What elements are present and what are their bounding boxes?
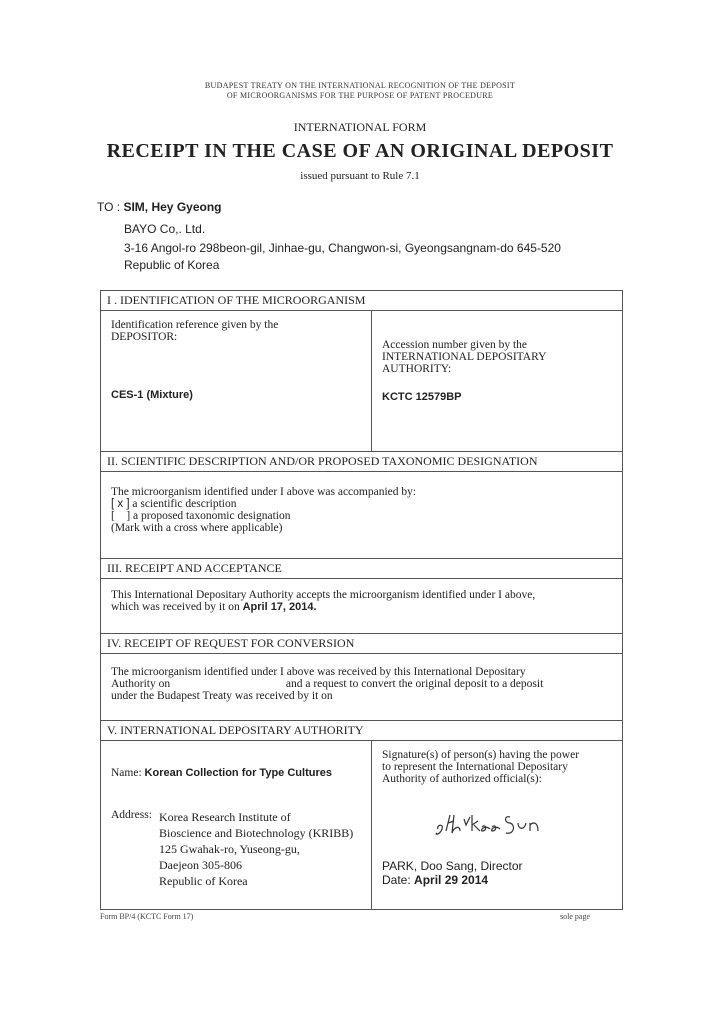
- depositor-label-2: DEPOSITOR:: [111, 331, 178, 343]
- section-3-body: [101, 579, 623, 634]
- received-date: April 17, 2014.: [242, 601, 317, 613]
- issued-rule: issued pursuant to Rule 7.1: [300, 170, 420, 182]
- recipient-country: Republic of Korea: [124, 258, 220, 272]
- form-type: INTERNATIONAL FORM: [293, 120, 427, 134]
- section-3-heading: III. RECEIPT AND ACCEPTANCE: [101, 559, 623, 579]
- section-2-heading-row: [101, 452, 623, 472]
- signature-date: April 29 2014: [414, 873, 489, 887]
- section-5-body: [101, 741, 623, 910]
- section-1-heading: I . IDENTIFICATION OF THE MICROORGANISM: [101, 291, 623, 311]
- acceptance-line-1: This International Depositary Authority accepts the microorganism identified under I above,: [111, 589, 536, 601]
- recipient-name: SIM, Hey Gyeong: [123, 200, 222, 214]
- section-4-heading-row: [101, 634, 623, 654]
- section-1-body: [101, 311, 623, 452]
- treaty-line-2: OF MICROORGANISMS FOR THE PURPOSE OF PATENT PROCEDURE: [226, 91, 494, 100]
- address-line: Bioscience and Biotechnology (KRIBB): [159, 826, 354, 840]
- authority-name: Korean Collection for Type Cultures: [144, 767, 332, 779]
- section-4-heading: IV. RECEIPT OF REQUEST FOR CONVERSION: [101, 634, 623, 654]
- treaty-line-1: BUDAPEST TREATY ON THE INTERNATIONAL RECOGNITION OF THE DEPOSIT: [204, 81, 516, 90]
- name-label: Name:: [111, 767, 142, 779]
- checkbox-scientific-description: [111, 498, 612, 510]
- section-4-body: [101, 654, 623, 721]
- signature-label-1: Signature(s) of person(s) having the power: [382, 749, 580, 761]
- checkbox-marked: [ x ]: [111, 498, 130, 510]
- address-label: Address:: [111, 809, 152, 821]
- conversion-line-3: under the Budapest Treaty was received by it on: [111, 690, 333, 702]
- address-line: 125 Gwahak-ro, Yuseong-gu,: [159, 842, 300, 856]
- signature-label-2: to represent the International Depositary: [382, 761, 568, 773]
- accession-number-cell: [372, 311, 623, 452]
- checkbox-empty: [ ]: [111, 510, 131, 522]
- address-line: Republic of Korea: [159, 874, 248, 888]
- depositor-reference-value: CES-1 (Mixture): [111, 389, 193, 401]
- depositor-label-1: Identification reference given by the: [111, 319, 279, 331]
- section-5-heading-row: [101, 721, 623, 741]
- section-1-heading-row: [101, 291, 623, 311]
- depositor-reference-cell: [101, 311, 372, 452]
- handwritten-signature: [434, 807, 554, 841]
- recipient-line: [97, 200, 222, 214]
- document-title: RECEIPT IN THE CASE OF AN ORIGINAL DEPOSIT: [106, 140, 614, 162]
- receipt-acceptance-cell: [101, 579, 623, 634]
- acceptance-line-2: [111, 601, 612, 613]
- address-line: Daejeon 305-806: [159, 858, 242, 872]
- conversion-request-cell: [101, 654, 623, 721]
- section-2-heading: II. SCIENTIFIC DESCRIPTION AND/OR PROPOSED TAXONOMIC DESIGNATION: [101, 452, 623, 472]
- checkbox-taxonomic-designation: [111, 510, 612, 522]
- conversion-request-text: and a request to convert the original deposit to a deposit: [285, 678, 544, 690]
- section-3-heading-row: [101, 559, 623, 579]
- authority-address-block: [111, 809, 361, 889]
- accession-label-3: AUTHORITY:: [382, 363, 452, 375]
- recipient-company: BAYO Co,. Ltd.: [124, 222, 206, 236]
- form-identifier: Form BP/4 (KCTC Form 17): [100, 912, 194, 921]
- accession-number-value: KCTC 12579BP: [382, 391, 462, 403]
- signatory-name: PARK, Doo Sang, Director: [382, 859, 523, 873]
- page-note: sole page: [560, 912, 590, 921]
- deposit-form-table: [100, 290, 623, 910]
- scientific-description-cell: [101, 472, 623, 559]
- accompanied-intro: The microorganism identified under I above was accompanied by:: [111, 486, 417, 498]
- authority-name-address-cell: [101, 741, 372, 910]
- mark-note: (Mark with a cross where applicable): [111, 522, 283, 534]
- date-label: Date:: [382, 873, 411, 887]
- to-label: TO :: [97, 200, 121, 214]
- signature-date-row: [382, 873, 612, 887]
- checkbox-scientific-label: a scientific description: [132, 498, 237, 510]
- conversion-line-2: [111, 678, 612, 690]
- checkbox-taxonomic-label: a proposed taxonomic designation: [133, 510, 291, 522]
- section-5-heading: V. INTERNATIONAL DEPOSITARY AUTHORITY: [101, 721, 623, 741]
- section-2-body: [101, 472, 623, 559]
- conversion-authority-on: Authority on: [111, 678, 171, 690]
- accession-label-2: INTERNATIONAL DEPOSITARY: [382, 351, 547, 363]
- conversion-line-1: The microorganism identified under I above was received by this International Depositary: [111, 666, 526, 678]
- signature-label-3: Authority of authorized official(s):: [382, 773, 542, 785]
- address-line: Korea Research Institute of: [159, 810, 291, 824]
- accession-label-1: Accession number given by the: [382, 339, 527, 351]
- recipient-address: 3-16 Angol-ro 298beon-gil, Jinhae-gu, Changwon-si, Gyeongsangnam-do 645-520: [124, 241, 561, 255]
- signature-cell: [372, 741, 623, 910]
- authority-name-row: [111, 767, 361, 779]
- acceptance-prefix: which was received by it on: [111, 601, 240, 613]
